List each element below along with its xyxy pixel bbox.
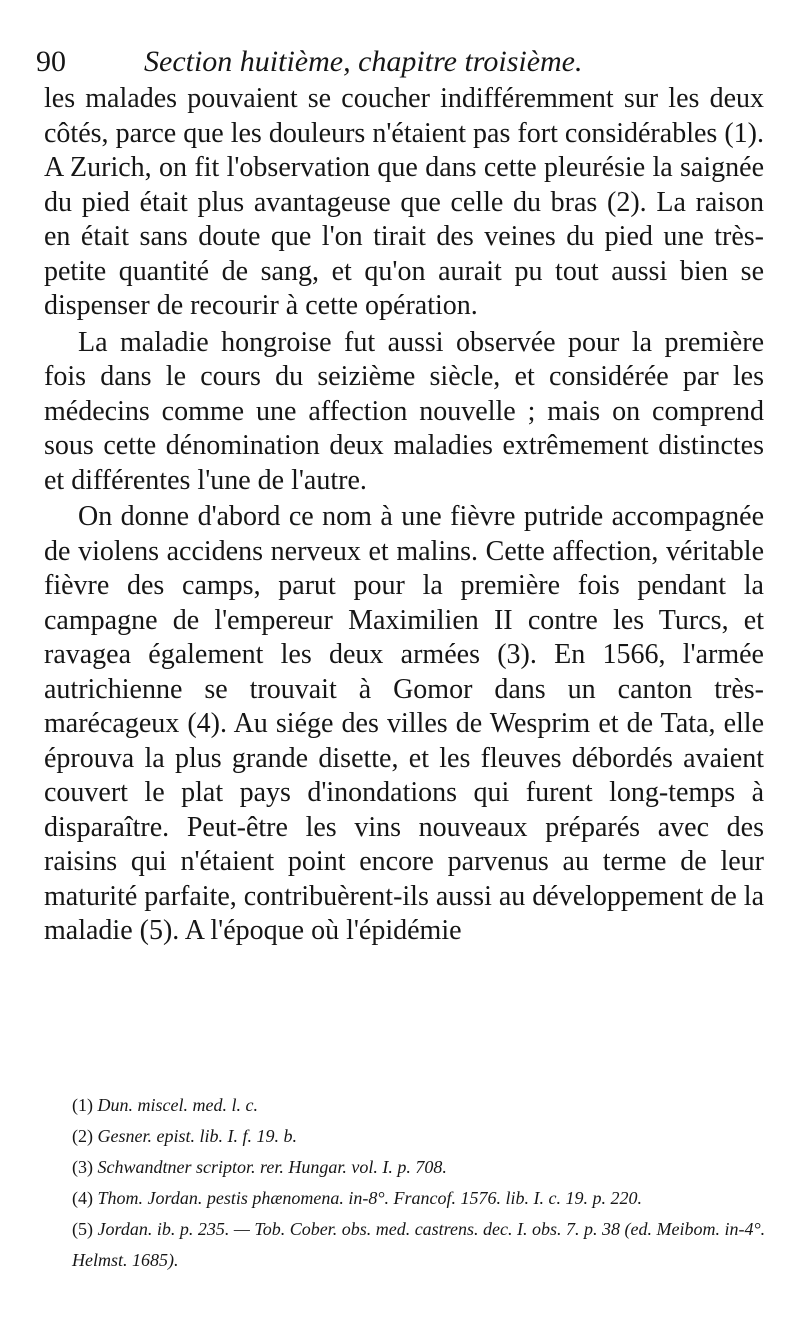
running-title: Section huitième, chapitre troisième. bbox=[144, 45, 583, 78]
footnote-mark: (3) bbox=[72, 1157, 93, 1177]
footnotes bbox=[72, 1090, 772, 1276]
footnote-3 bbox=[72, 1152, 772, 1183]
footnote-text: Thom. Jordan. pestis phænomena. in-8°. Francof. 1576. lib. I. c. 19. p. 220. bbox=[97, 1188, 642, 1208]
footnote-4 bbox=[72, 1183, 772, 1214]
footnote-mark: (2) bbox=[72, 1126, 93, 1146]
footnote-mark: (1) bbox=[72, 1095, 93, 1115]
footnote-text: Schwandtner scriptor. rer. Hungar. vol. I. p. 708. bbox=[97, 1157, 447, 1177]
page-number: 90 bbox=[36, 45, 66, 78]
paragraph-1: les malades pouvaient se coucher indifféremment sur les deux côtés, parce que les douleurs n'étaient pas fort considérables (1). A Zurich, on fit l'observation que dans cette pleurésie la saignée du pied était plus avantageuse que celle du bras (2). La raison en était sans doute que l'on tirait des veines du pied une très-petite quantité de sang, et qu'on aurait pu tout aussi bien se dispenser de recourir à cette opération. bbox=[44, 83, 764, 321]
footnote-text: Dun. miscel. med. l. c. bbox=[97, 1095, 258, 1115]
body-text bbox=[44, 82, 764, 949]
footnote-2 bbox=[72, 1121, 772, 1152]
footnote-text: Gesner. epist. lib. I. f. 19. b. bbox=[97, 1126, 297, 1146]
footnote-5 bbox=[72, 1214, 772, 1276]
footnote-1 bbox=[72, 1090, 772, 1121]
running-header bbox=[36, 40, 776, 84]
footnote-mark: (4) bbox=[72, 1188, 93, 1208]
footnote-mark: (5) bbox=[72, 1219, 93, 1239]
footnote-text: Jordan. ib. p. 235. — Tob. Cober. obs. med. castrens. dec. I. obs. 7. p. 38 (ed. Meibom. in-4°. Helmst. 1685). bbox=[72, 1219, 766, 1270]
paragraph-2: La maladie hongroise fut aussi observée pour la première fois dans le cours du seizième siècle, et considérée par les médecins comme une affection nouvelle ; mais on comprend sous cette dénomination deux maladies extrêmement distinctes et différentes l'une de l'autre. bbox=[44, 326, 764, 496]
paragraph-3: On donne d'abord ce nom à une fièvre putride accompagnée de violens accidens nerveux et malins. Cette affection, véritable fièvre des camps, parut pour la première fois pendant la campagne de l'empereur Maximilien II contre les Turcs, et ravagea également les deux armées (3). En 1566, l'armée autrichienne se trouvait à Gomor dans un canton très-marécageux (4). Au siége des villes de Wesprim et de Tata, elle éprouva la plus grande disette, et les fleuves débordés avaient couvert le plat pays d'inondations qui furent long-temps à disparaître. Peut-être les vins nouveaux préparés avec des raisins qui n'étaient point encore parvenus au terme de leur maturité parfaite, contribuèrent-ils aussi au développement de la maladie (5). A l'époque où l'épidémie bbox=[44, 501, 764, 946]
